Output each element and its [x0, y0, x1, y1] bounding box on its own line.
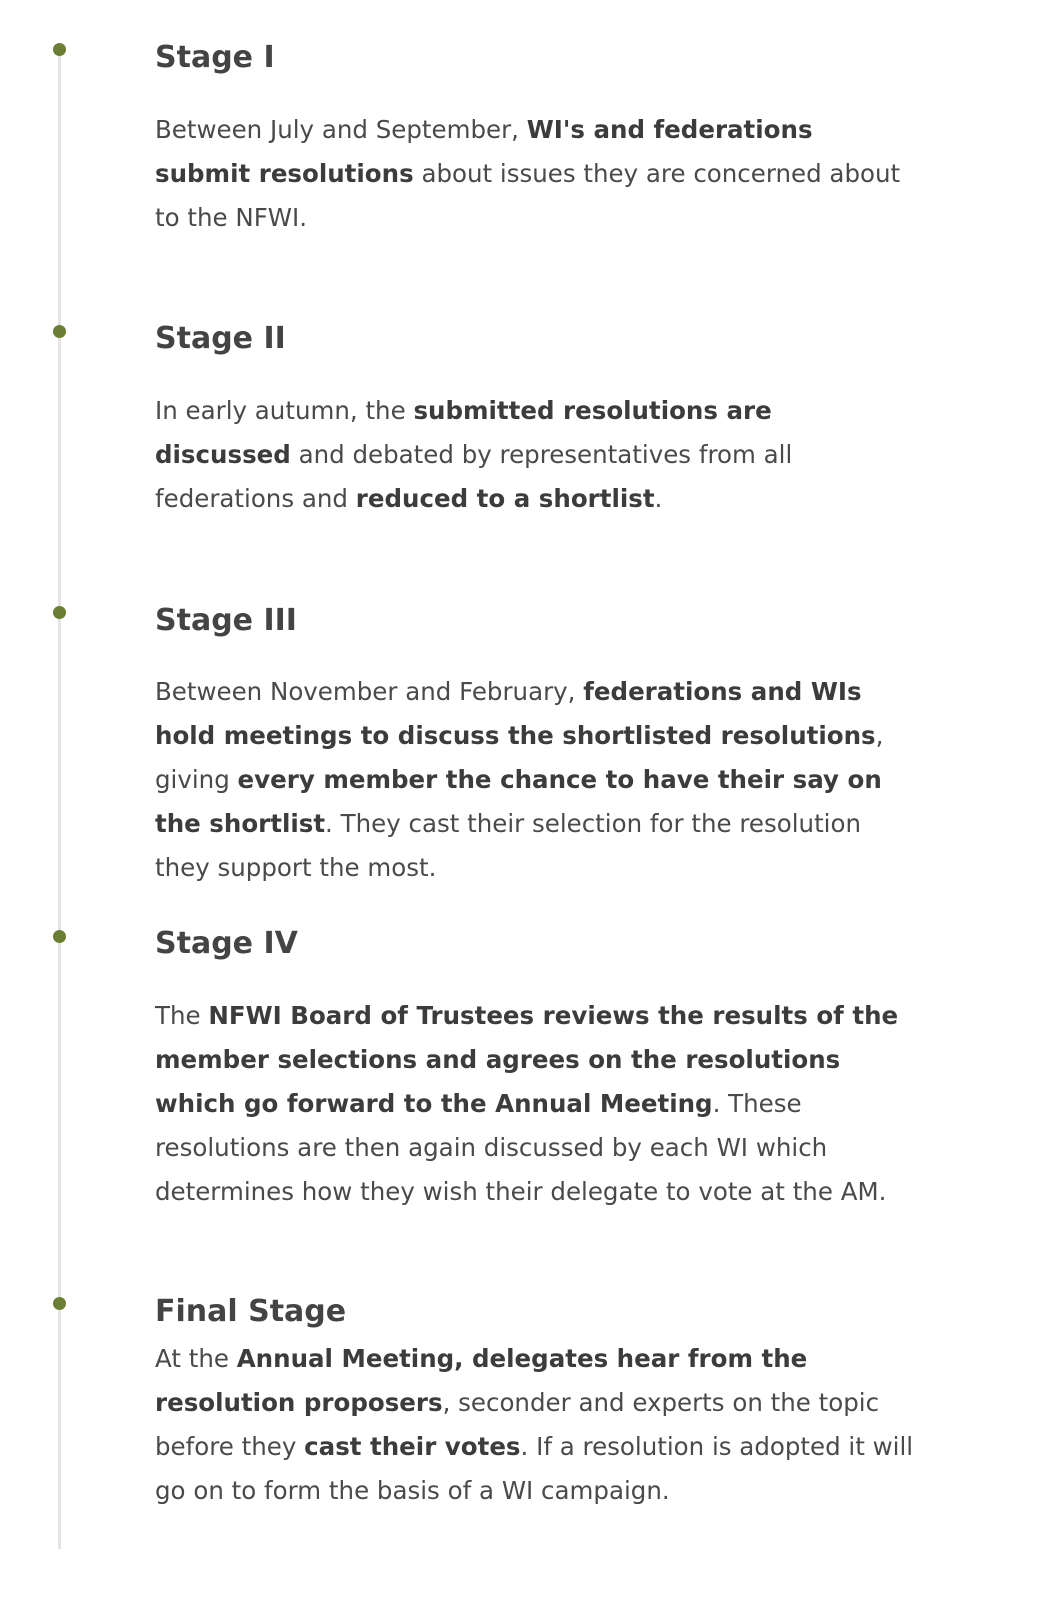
body-text: . These resolutions are then again discussed by each WI which determines how they wish their delegate to vote at the AM. — [155, 1089, 887, 1206]
stage-title: Stage III — [155, 603, 297, 638]
timeline-dot — [53, 325, 66, 338]
stage-description — [155, 1337, 915, 1513]
emphasis-text: federations and WIs hold meetings to discuss the shortlisted resolutions — [155, 677, 876, 750]
body-text: Between July and September, — [155, 115, 527, 144]
stage-description — [155, 389, 915, 521]
body-text: In early autumn, the — [155, 396, 414, 425]
body-text: Between November and February, — [155, 677, 584, 706]
stage-description — [155, 994, 915, 1214]
emphasis-text: WI's and federations submit resolutions — [155, 115, 813, 188]
body-text: about issues they are concerned about to the NFWI. — [155, 159, 901, 232]
body-text: and debated by representatives from all federations and — [155, 440, 793, 513]
emphasis-text: every member the chance to have their say on the shortlist — [155, 765, 882, 838]
stage-description — [155, 108, 915, 240]
emphasis-text: Annual Meeting, delegates hear from the resolution proposers — [155, 1344, 808, 1417]
body-text: , seconder and experts on the topic before they — [155, 1388, 880, 1461]
timeline-line — [58, 52, 61, 1549]
timeline-dot — [53, 606, 66, 619]
stage-title: Stage IV — [155, 926, 298, 961]
emphasis-text: NFWI Board of Trustees reviews the results of the member selections and agrees on the resolutions which go forward to the Annual Meeting — [155, 1001, 899, 1118]
body-text: The — [155, 1001, 209, 1030]
stage-description — [155, 670, 915, 890]
body-text: . — [654, 484, 663, 513]
emphasis-text: submitted resolutions are discussed — [155, 396, 772, 469]
body-text: At the — [155, 1344, 237, 1373]
emphasis-text: reduced to a shortlist — [355, 484, 655, 513]
stage-title: Final Stage — [155, 1294, 347, 1329]
timeline-dot — [53, 1297, 66, 1310]
timeline-dot — [53, 43, 66, 56]
body-text: . If a resolution is adopted it will go on to form the basis of a WI campaign. — [155, 1432, 914, 1505]
body-text: . They cast their selection for the resolution they support the most. — [155, 809, 861, 882]
stage-title: Stage I — [155, 40, 275, 75]
body-text: , giving — [155, 721, 884, 794]
timeline-dot — [53, 930, 66, 943]
stage-title: Stage II — [155, 321, 286, 356]
emphasis-text: cast their votes — [304, 1432, 521, 1461]
